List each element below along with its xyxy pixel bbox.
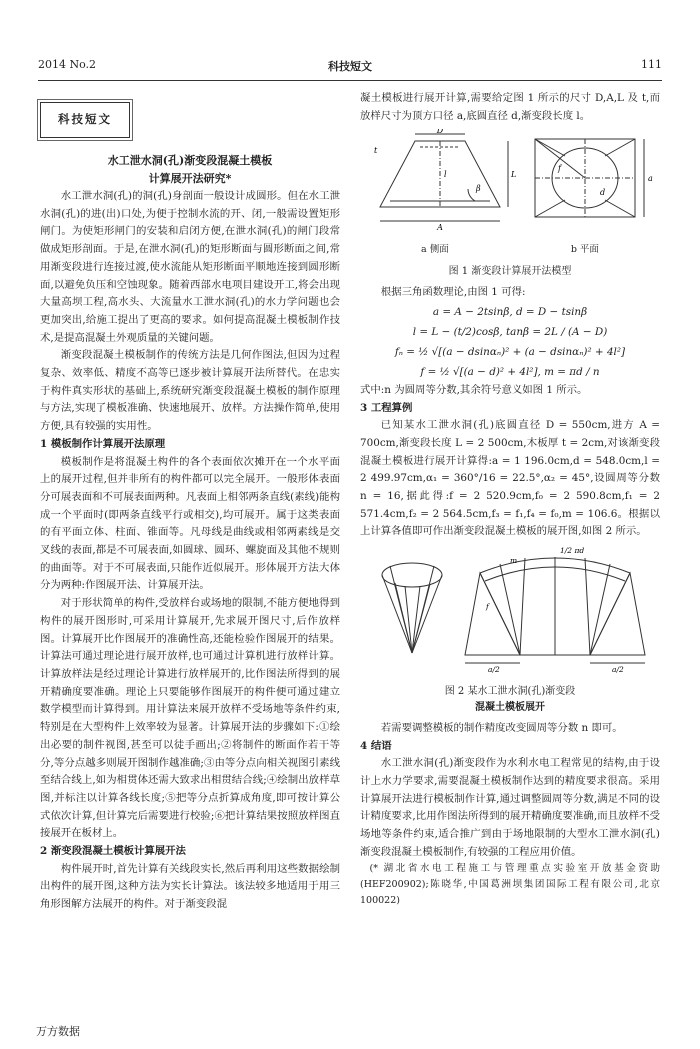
paragraph-length-method: 构件展开时,首先计算有关线段实长,然后再利用这些数据绘制出构件的展开图,这种方法为实长计算法。该法较多地适用于用三角形图解方法展开的构件。对于渐变段混 — [40, 862, 340, 911]
footer-watermark: 万方数据 — [36, 1025, 80, 1038]
label-a2-left: a/2 — [488, 665, 500, 674]
label-A: A — [437, 223, 443, 233]
development-left-panel — [465, 573, 520, 655]
paragraph-conclusion: 水工泄水洞(孔)渐变段作为水利水电工程常见的结构,由于设计上水力学要求,需要混凝土模板制作达到的精度要求很高。采用计算展开法进行模板制作计算,通过调整圆周等分数,满足不同的设计精度要求,比用作图法所得到的展开精确度要准确,而且放样不受场地等条件约束,适合推广到由于场地限制的大型水工泄水洞(孔)渐变段混凝土模板制作,有较强的工程应用价值。 — [360, 757, 660, 858]
paragraph-params: 凝土模板进行展开计算,需要给定图 1 所示的尺寸 D,A,L 及 t,而放样尺寸为顶方口径 a,底圆直径 d,渐变段长度 l。 — [360, 92, 660, 122]
paragraph-symbols: 式中:n 为圆周等分数,其余符号意义如图 1 所示。 — [360, 383, 588, 396]
label-l: l — [444, 170, 447, 180]
journal-section: 科技短文 — [328, 60, 372, 73]
figure-2-caption-line2: 混凝土模板展开 — [475, 701, 545, 713]
paragraph-principle: 模板制作是将混凝土构件的各个表面依次摊开在一个水平面上的展开过程,但并非所有的构件都可以完全展开。一般形体表面分可展表面和不可展表面两种。凡表面上相邻两条直线(素线)能构成一个平面时(即两条直线平行或相交),均可展开。属于这类表面的有平面立体、柱面、锥面等。凡母线是曲线或相邻两素线是交叉线的表面,都是不可展表面,如圆球、圆环、螺旋面及其他不规则的曲面等。对于不可展表面,只能作近似展开。形体展开方法大体分为两种:作图展开法、计算展开法。 — [40, 455, 340, 592]
header-rule — [38, 80, 662, 81]
paragraph-steps: 对于形状简单的构件,受放样台或场地的限制,不能方便地得到构件的展开图形时,可采用计算展开,先求展开图尺寸,后作放样图。计算展开比作图展开的准确性高,还能检验作图展开的结果。计算法可通过理论进行展开放样,也可通过计算机进行放样计算。计算放样法是经过理论计算进行放样展开的,比作图法所得到的展开精确度要准确。理论上只要能够作图展开的构件便可通过建立数学模型而计算得到。用计算法来展开放样不受场地等条件约束,特别是在大型构件上效率较为显著。计算展开法的步骤如下:①绘出必要的制件视图,甚至可以徒手画出;②将制件的断面作若干等分,等分点越多则展开图制作越准确;③由等分点向相关视图引素线至结合线上,如为相贯体还需大致求出相贯结合线;④绘制出放样草图,并标注以计算各线长度;⑤把等分点折算成角度,即可按计算公式依次计算,但计算完后需要进行校验;⑥把计算结果按照放样图直接展开在板材上。 — [40, 597, 340, 840]
development-layout — [465, 557, 645, 663]
paragraph-example: 已知某水工泄水洞(孔)底圆直径 D = 550cm,进方 A = 700cm,渐变段长度 L = 2 500cm,木板厚 t = 2cm,对该渐变段混凝土模板进行展开计算得:a = 1 196.0cm,d = 548.0cm,l = 2 499.97cm,α₁ = 360°/16 = 22.5°,α₂ = 45°,设圆周等分数 n = 16,据此得:f = 2 520.9cm,f₀ = 2 590.8cm,f₁ = 2 571.4cm,f₂ = 2 564.5cm,f₃ = f₁,f₄ = f₀,m = 106.6。根据以上计算各值即可作出渐变段混凝土模板的展开图,如图 2 所示。 — [360, 419, 660, 538]
cone-sketch — [382, 563, 442, 653]
page-number: 111 — [641, 58, 662, 71]
figure-1-drawing — [360, 129, 660, 237]
page-header — [38, 58, 662, 78]
label-f: f — [558, 164, 561, 174]
paragraph-trig: 根据三角函数理论,由图 1 可得: — [380, 286, 526, 299]
article-title-line2: 计算展开法研究* — [148, 172, 232, 185]
figure-1 — [360, 129, 660, 280]
figure-2-caption-line1: 图 2 某水工泄水洞(孔)渐变段 — [444, 685, 576, 697]
section-heading-2: 2 渐变段混凝土模板计算展开法 — [40, 845, 186, 858]
label-m: m — [510, 556, 518, 566]
figure-2 — [360, 545, 660, 716]
label-d: d — [600, 188, 606, 198]
paragraph-precision: 若需要调整模板的制作精度改变圆周等分数 n 即可。 — [380, 721, 623, 734]
figure-1-sub-b: b 平面 — [570, 244, 599, 256]
figure-1-caption: 图 1 渐变段计算展开法模型 — [448, 266, 572, 278]
paragraph-intro: 水工泄水洞(孔)的洞(孔)身剖面一般设计成圆形。但在水工泄水洞(孔)的进(出)口处,为便于控制水流的开、闭,一般需设置矩形闸门。为使矩形闸门的安装和启闭方便,在泄水洞(孔)的闸门段常做成矩形剖面。于是,在泄水洞(孔)的矩形断面与圆形断面之间,常用渐变段进行连接过渡,使水流能从矩形断面平顺地连接到圆形断面,以避免负压和空蚀现象。随着西部水电项目建设开工,将会出现大量高坝工程,高水头、大流量水工泄水洞(孔)的水力学问题也会更加突出,给施工提出了更高的要求。如何提高混凝土模板制作技术,是提高混凝土外观质量的关键问题。 — [40, 190, 340, 344]
equation-3: fₙ = ½ √[(a − dsinαₙ)² + (a − dsinαₙ)² + 4l²] — [394, 345, 626, 358]
label-a2-right: a/2 — [612, 665, 624, 674]
left-column — [40, 90, 340, 914]
figure-2-drawing — [360, 545, 660, 673]
right-column — [360, 90, 660, 909]
figure-1-sub-a: a 侧面 — [421, 244, 449, 256]
label-arc: 1/2 πd — [560, 546, 585, 556]
equation-2: l = L − (t/2)cosβ, tanβ = 2L / (A − D) — [412, 325, 608, 338]
label-t: t — [374, 146, 378, 156]
issue-number: 2014 No.2 — [38, 58, 97, 71]
footnote: (* 湖北省水电工程施工与管理重点实验室开放基金资助(HEF200902);陈晓华,中国葛洲坝集团国际工程有限公司,北京 100022) — [360, 863, 660, 907]
section-heading-3: 3 工程算例 — [360, 401, 413, 414]
label-a: a — [648, 174, 653, 184]
plan-view — [535, 139, 644, 217]
equation-1: a = A − 2tsinβ, d = D − tsinβ — [432, 305, 588, 318]
development-right-panel — [590, 573, 645, 655]
paragraph-method: 渐变段混凝土模板制作的传统方法是几何作图法,但因为过程复杂、效率低、精度不高等已逐步被计算展开法所替代。在忠实于构件真实形状的基础上,系统研究渐变段混凝土模板的制作原理与方法,实现了模板准确、快速地展开、放样。方法操作简单,使用方便,具有较强的实用性。 — [40, 349, 340, 433]
equation-4: f = ½ √[(a − d)² + 4l²], m = πd / n — [420, 365, 600, 378]
section-heading-1: 1 模板制作计算展开法原理 — [40, 437, 166, 450]
label-L: L — [511, 170, 517, 180]
label-f2: f — [486, 602, 489, 612]
section-badge: 科技短文 — [40, 102, 130, 138]
section-heading-4: 4 结语 — [360, 739, 392, 752]
label-beta: β — [476, 184, 481, 194]
article-title-line1: 水工泄水洞(孔)渐变段混凝土模板 — [107, 154, 273, 167]
label-D: D — [436, 129, 444, 136]
